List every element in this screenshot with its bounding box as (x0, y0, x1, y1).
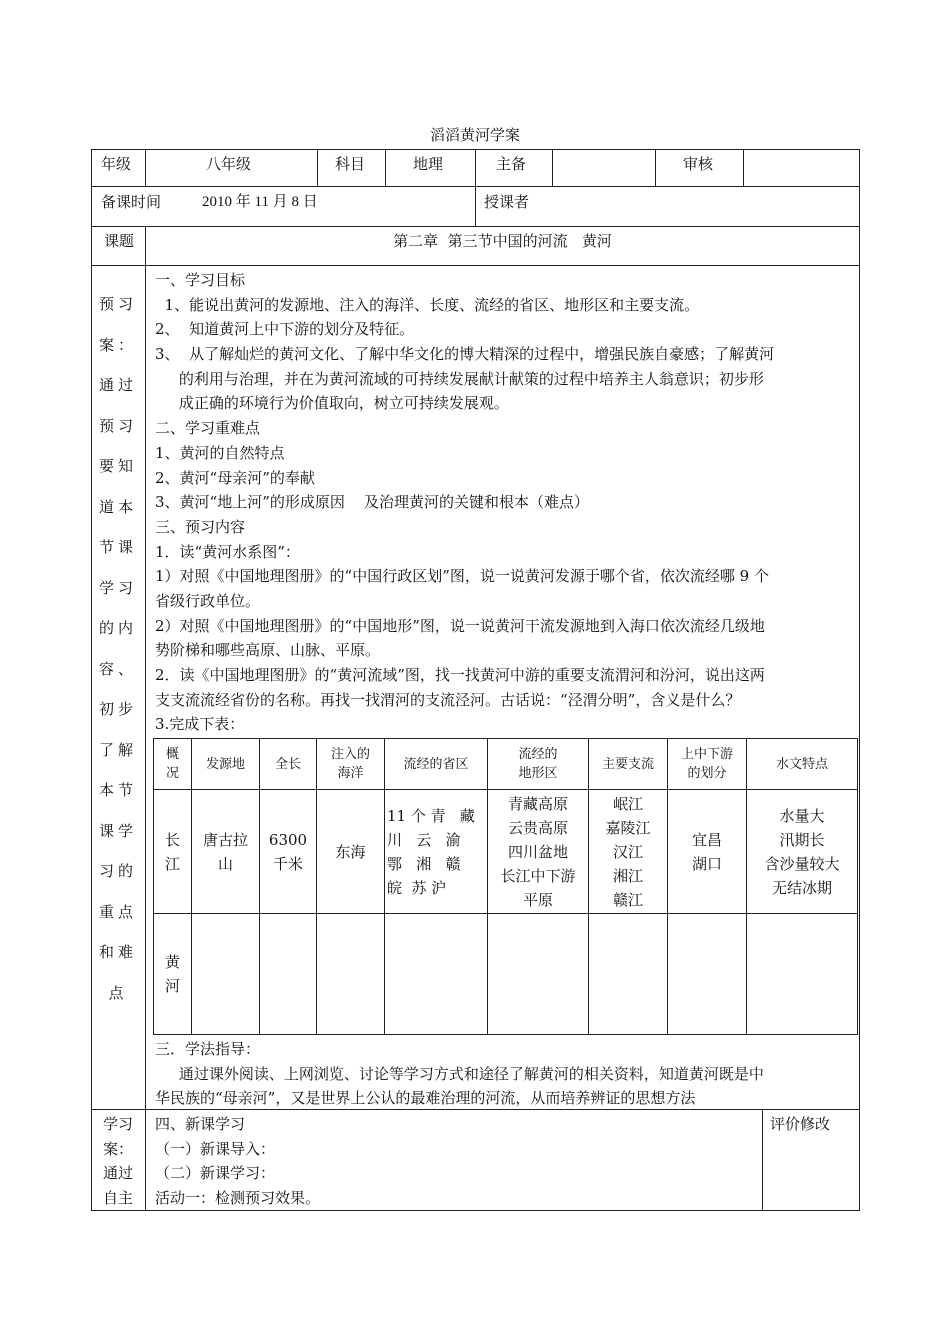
cell-text: 皖 苏 沪 (387, 878, 447, 897)
text-line: 活动一：检测预习效果。 (155, 1188, 321, 1207)
side-text: 自主 (102, 1188, 133, 1207)
text-line: 3.完成下表： (155, 715, 245, 734)
side-text: 本节 (98, 781, 137, 799)
text-line: 1、能说出黄河的发源地、注入的海洋、长度、流经的省区、地形区和主要支流。 (155, 295, 700, 314)
header-cell (747, 739, 858, 790)
col-divider (655, 149, 656, 186)
side-text: 学习 (102, 1115, 133, 1133)
prep-time-value: 2010 年 11 月 8 日 (202, 194, 318, 210)
cell-text: 黄 (164, 953, 180, 971)
side-text: 预习 (98, 295, 137, 313)
cell-text: 长 (164, 830, 180, 849)
cell-text: 无结冰期 (771, 878, 832, 897)
cell-text: 水量大 (779, 806, 825, 825)
text-line: 华民族的“母亲河”，又是世界上公认的最难治理的河流，从而培养辨证的思想方法 (155, 1089, 696, 1108)
side-text: 的内 (98, 619, 137, 637)
cell-text: 川 云 渝 (387, 830, 461, 849)
cell-text: 平原 (522, 890, 553, 909)
side-text: 预习 (98, 416, 137, 435)
side-text: 习的 (98, 862, 137, 880)
cell-text: 长江中下游 (500, 866, 576, 885)
landforms-cell (488, 790, 589, 914)
preview-side-label (92, 284, 144, 1013)
prep-time-label: 备课时间 (101, 193, 162, 211)
river-name-cell (154, 914, 192, 1035)
cell-text: 四川盆地 (507, 842, 568, 861)
teacher-label: 授课者 (484, 193, 530, 211)
side-text: 要知 (98, 457, 137, 475)
empty-cell[interactable] (385, 914, 488, 1035)
preview-content (155, 268, 855, 737)
cell-text: 汛期长 (779, 830, 825, 849)
header-cell (589, 739, 668, 790)
col-divider (145, 226, 146, 1211)
side-text: 初步 (98, 700, 137, 718)
cell-text: 云贵高原 (507, 818, 568, 837)
header-cell (317, 739, 385, 790)
header-cell (385, 739, 488, 790)
header-text: 流经的省区 (403, 756, 469, 772)
header-text: 注入的 (330, 747, 370, 762)
cell-text: 岷江 (612, 794, 643, 813)
cell-text: 东海 (335, 842, 366, 861)
text-line: 势阶梯和哪些高原、山脉、平原。 (155, 641, 381, 660)
text-line: 2）对照《中国地理图册》的“中国地形”图，说一说黄河干流发源地到入海口依次流经几级地 (155, 616, 765, 635)
side-text: 和难 (98, 943, 137, 961)
col-divider (317, 149, 318, 186)
row-divider (91, 265, 860, 266)
col-divider (385, 149, 386, 186)
river-comparison-table (153, 738, 858, 1035)
cell-text: 唐古拉 (202, 830, 248, 849)
side-text: 了解 (98, 740, 137, 759)
text-line: 成正确的环境行为价值取向，树立可持续发展观。 (155, 394, 509, 413)
header-cell (488, 739, 589, 790)
side-text: 节课 (98, 538, 137, 556)
grade-label: 年级 (101, 155, 132, 173)
empty-cell[interactable] (589, 914, 668, 1035)
side-text: 通过 (102, 1164, 133, 1182)
subject-value: 地理 (413, 155, 444, 173)
side-text: 点 (108, 983, 128, 1002)
text-line: 2．读《中国地理图册》的“黄河流域”图，找一找黄河中游的重要支流渭河和汾河，说出这两 (155, 666, 765, 684)
cell-text: 湖口 (691, 854, 722, 873)
empty-cell[interactable] (747, 914, 858, 1035)
col-divider (743, 149, 744, 186)
header-text: 的划分 (687, 766, 727, 781)
header-text: 水文特点 (775, 756, 828, 772)
cell-text: 江 (164, 854, 180, 873)
cell-text: 青藏高原 (507, 794, 568, 813)
eval-label: 评价修改 (770, 1115, 831, 1133)
empty-cell[interactable] (192, 914, 260, 1035)
ocean-cell (317, 790, 385, 914)
topic-label: 课题 (104, 232, 135, 250)
cell-text: 含沙量较大 (764, 854, 840, 873)
side-text: 重点 (98, 902, 137, 921)
header-cell (154, 739, 192, 790)
table-row (154, 914, 858, 1035)
text-line: 三．学法指导： (155, 1040, 261, 1058)
side-text: 通过 (98, 376, 137, 394)
review-label: 审核 (683, 155, 714, 173)
text-line: 二、学习重难点 (155, 419, 261, 438)
header-text: 全长 (274, 756, 301, 772)
cell-text: 鄂 湘 赣 (387, 854, 461, 873)
cell-text: 山 (217, 854, 233, 873)
text-line: 1、黄河的自然特点 (155, 443, 285, 462)
empty-cell[interactable] (668, 914, 747, 1035)
cell-text: 湘江 (612, 866, 643, 885)
empty-cell[interactable] (260, 914, 317, 1035)
cell-text: 汉江 (612, 842, 643, 861)
side-text: 容、 (98, 659, 137, 678)
text-line: 3、 从了解灿烂的黄河文化、了解中华文化的博大精深的过程中，增强民族自豪感；了解黄河 (155, 345, 775, 364)
side-text: 案： (102, 1139, 133, 1158)
cell-text: 千米 (272, 854, 303, 873)
text-line: 支支流流经省份的名称。再找一找渭河的支流泾河。古话说：“泾渭分明”，含义是什么？ (155, 690, 741, 709)
text-line: 2、黄河“母亲河”的奉献 (155, 468, 315, 487)
header-text: 发源地 (205, 756, 245, 772)
provinces-cell (385, 790, 488, 914)
header-text: 地形区 (518, 766, 558, 781)
table-header-row (154, 739, 858, 790)
river-name-cell (154, 790, 192, 914)
text-line: （二）新课学习： (155, 1164, 276, 1182)
new-lesson-section (155, 1112, 320, 1210)
text-line: 一、学习目标 (155, 271, 246, 289)
text-line: 通过课外阅读、上网浏览、讨论等学习方式和途径了解黄河的相关资料，知道黄河既是中 (155, 1064, 764, 1083)
cell-text: 11 个 青 藏 (387, 806, 475, 825)
header-text: 概 (165, 747, 179, 762)
tributaries-cell (589, 790, 668, 914)
col-divider (475, 149, 476, 226)
subject-label: 科目 (335, 155, 366, 173)
side-text: 课学 (98, 821, 137, 840)
cell-text: 嘉陵江 (605, 818, 651, 837)
col-divider (145, 149, 146, 186)
side-text: 学习 (98, 578, 137, 597)
cell-text: 6300 (268, 830, 308, 849)
header-text: 主要支流 (601, 756, 654, 772)
text-line: 3、黄河“地上河”的形成原因 及治理黄河的关键和根本（难点） (155, 493, 589, 512)
hydrology-cell (747, 790, 858, 914)
side-text: 道本 (98, 497, 137, 516)
text-line: 的利用与治理，并在为黄河流域的可持续发展献计献策的过程中培养主人翁意识；初步形 (155, 369, 764, 388)
header-text: 况 (165, 766, 179, 781)
header-text: 流经的 (518, 747, 558, 762)
method-guidance (155, 1037, 855, 1111)
header-text: 上中下游 (680, 747, 733, 762)
row-divider (91, 226, 860, 227)
text-line: 2、 知道黄河上中下游的划分及特征。 (155, 320, 415, 339)
lead-label: 主备 (496, 155, 527, 173)
text-line: 三、预习内容 (155, 517, 246, 536)
grade-value: 八年级 (206, 155, 252, 173)
header-text: 海洋 (337, 766, 364, 781)
text-line: 1．读“黄河水系图”： (155, 542, 300, 561)
study-side-label (92, 1112, 144, 1210)
cell-text: 宜昌 (691, 830, 722, 849)
cell-text: 赣江 (612, 890, 643, 909)
header-cell (192, 739, 260, 790)
text-line: 1）对照《中国地理图册》的“中国行政区划”图，说一说黄河发源于哪个省，依次流经哪 9 个 (155, 567, 769, 586)
col-divider (762, 1109, 763, 1211)
cell-text: 河 (164, 977, 180, 995)
source-cell (192, 790, 260, 914)
topic-value: 第二章 第三节中国的河流 黄河 (393, 232, 612, 250)
length-cell (260, 790, 317, 914)
col-divider (552, 149, 553, 186)
document-title: 滔滔黄河学案 (429, 126, 520, 144)
header-cell (260, 739, 317, 790)
side-text: 案： (98, 335, 137, 354)
table-row (154, 790, 858, 914)
text-line: 省级行政单位。 (155, 591, 261, 610)
text-line: 四、新课学习 (155, 1115, 246, 1133)
text-line: （一）新课导入： (155, 1139, 276, 1158)
empty-cell[interactable] (317, 914, 385, 1035)
division-cell (668, 790, 747, 914)
header-cell (668, 739, 747, 790)
empty-cell[interactable] (488, 914, 589, 1035)
